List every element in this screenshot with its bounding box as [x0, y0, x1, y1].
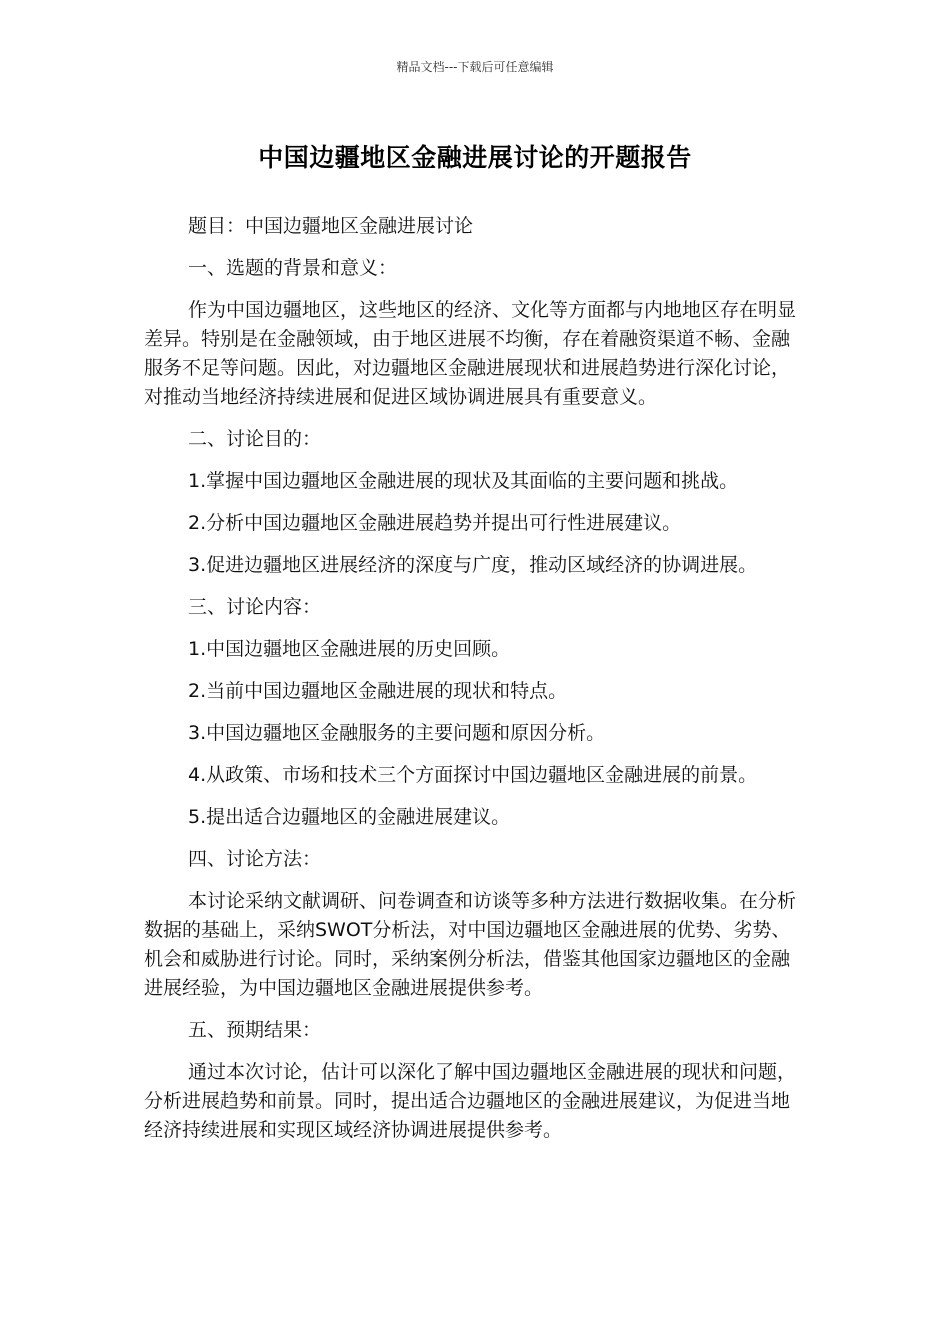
- background-paragraph: 作为中国边疆地区，这些地区的经济、文化等方面都与内地地区存在明显差异。特别是在金融领域，由于地区进展不均衡，存在着融资渠道不畅、金融服务不足等问题。因此，对边疆地区金融进展现状和进展趋势进行深化讨论，对推动当地经济持续进展和促进区域协调进展具有重要意义。: [144, 299, 797, 408]
- content-item-1: 1.中国边疆地区金融进展的历史回顾。: [188, 638, 511, 660]
- document-title: 中国边疆地区金融进展讨论的开题报告: [258, 143, 692, 172]
- content-item-2: 2.当前中国边疆地区金融进展的现状和特点。: [188, 680, 568, 702]
- content-item-4: 4.从政策、市场和技术三个方面探讨中国边疆地区金融进展的前景。: [188, 764, 758, 786]
- method-paragraph: 本讨论采纳文献调研、问卷调查和访谈等多种方法进行数据收集。在分析数据的基础上，采纳SWOT分析法，对中国边疆地区金融进展的优势、劣势、机会和威胁进行讨论。同时，采纳案例分析法，借鉴其他国家边疆地区的金融进展经验，为中国边疆地区金融进展提供参考。: [144, 890, 797, 999]
- section-heading-results: 五、预期结果：: [188, 1019, 322, 1041]
- purpose-item-1: 1.掌握中国边疆地区金融进展的现状及其面临的主要问题和挑战。: [188, 470, 739, 492]
- document-body: [144, 212, 808, 1158]
- content-item-5: 5.提出适合边疆地区的金融进展建议。: [188, 806, 511, 828]
- purpose-item-3: 3.促进边疆地区进展经济的深度与广度，推动区域经济的协调进展。: [188, 554, 758, 576]
- content-item-3: 3.中国边疆地区金融服务的主要问题和原因分析。: [188, 722, 606, 744]
- topic-line: 题目：中国边疆地区金融进展讨论: [188, 215, 474, 237]
- section-heading-method: 四、讨论方法：: [188, 848, 322, 870]
- section-heading-background: 一、选题的背景和意义：: [188, 257, 398, 279]
- section-heading-purpose: 二、讨论目的：: [188, 428, 322, 450]
- section-heading-content: 三、讨论内容：: [188, 596, 322, 618]
- purpose-item-2: 2.分析中国边疆地区金融进展趋势并提出可行性进展建议。: [188, 512, 682, 534]
- header-watermark: 精品文档---下载后可任意编辑: [396, 60, 554, 74]
- results-paragraph: 通过本次讨论，估计可以深化了解中国边疆地区金融进展的现状和问题，分析进展趋势和前景。同时，提出适合边疆地区的金融进展建议，为促进当地经济持续进展和实现区域经济协调进展提供参考。: [144, 1061, 797, 1141]
